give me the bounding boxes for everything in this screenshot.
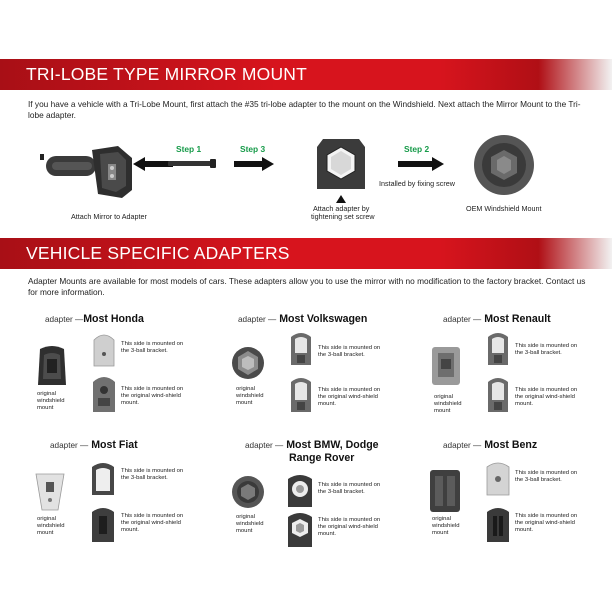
screw-image [168,159,218,169]
bmw-heading [245,439,379,452]
step2-label: Step 2 [404,144,430,154]
arrow-right-icon [398,157,444,171]
vw-title: Most Volkswagen [279,313,368,325]
adapter-label: adapter — [238,315,277,324]
renault-adapter-top-image [485,331,511,367]
oem-windshield-mount-image [473,134,535,196]
adapter-label: adapter — [50,441,89,450]
attach-mirror-caption: Attach Mirror to Adapter [71,212,147,221]
bmw-adapter-bottom-image [285,511,315,549]
tri-lobe-adapter-image [315,135,367,195]
fiat-adapter-top-image [89,461,117,497]
renault-original-mount-image [430,345,462,387]
adapter-label: adapter — [443,315,482,324]
fiat-bottom-note: This side is mounted on the original wind-shield mount. [121,513,184,533]
fiat-adapter-bottom-image [89,506,117,544]
benz-heading [443,439,537,452]
attach-adapter-caption-2: tightening set screw [311,212,375,221]
renault-original-caption: original windshield mount [434,394,462,414]
fiat-heading [50,439,138,452]
honda-title: Most Honda [83,313,144,325]
benz-original-caption: original windshield mount [432,516,460,536]
honda-original-mount-image [36,345,68,387]
honda-bottom-note: This side is mounted on the original wind-shield mount. [121,386,184,406]
vw-original-mount-image [230,345,266,381]
vw-top-note: This side is mounted on the 3-ball bracket. [318,345,381,358]
fiat-original-mount-image [34,472,66,512]
honda-original-caption: original windshield mount [37,391,65,411]
benz-bottom-note: This side is mounted on the original wind-shield mount. [515,513,578,533]
bmw-heading-line2: Range Rover [289,452,355,464]
adapter-label: adapter — [245,441,284,450]
step1-label: Step 1 [176,144,202,154]
mirror-mount-image [40,140,130,210]
tri-lobe-intro: If you have a vehicle with a Tri-Lobe Mount, first attach the #35 tri-lobe adapter to the mount on the Windshield. Next attach the Mirror Mount to the Tri-lobe adapter. [28,99,581,120]
honda-heading [45,313,144,326]
vehicle-adapters-intro: Adapter Mounts are available for most models of cars. These adapters allow you to use the mirror with no modification to the factory bracket. Contact us for more information. [28,276,586,297]
benz-title: Most Benz [484,439,538,451]
benz-original-mount-image [428,468,462,514]
renault-heading [443,313,551,326]
installed-caption: Installed by fixing screw [379,179,455,188]
honda-adapter-bottom-image [90,374,118,414]
benz-adapter-top-image [484,461,512,497]
oem-caption: OEM Windshield Mount [466,204,542,213]
adapter-label: adapter — [45,315,84,324]
benz-adapter-bottom-image [484,506,512,544]
attach-adapter-caption-1: Attach adapter by [313,204,370,213]
fiat-original-caption: original windshield mount [37,516,65,536]
adapter-label: adapter — [443,441,482,450]
section-banner-vehicle-adapters: VEHICLE SPECIFIC ADAPTERS [0,238,612,269]
bmw-original-caption: original windshield mount [236,514,264,534]
vw-original-caption: original windshield mount [236,386,264,406]
vw-bottom-note: This side is mounted on the original wind-shield mount. [318,387,381,407]
benz-top-note: This side is mounted on the 3-ball bracket. [515,470,578,483]
renault-adapter-bottom-image [485,376,511,414]
fiat-title: Most Fiat [91,439,138,451]
renault-bottom-note: This side is mounted on the original wind-shield mount. [515,387,578,407]
bmw-top-note: This side is mounted on the 3-ball bracket. [318,482,381,495]
honda-top-note: This side is mounted on the 3-ball bracket. [121,341,184,354]
vw-heading [238,313,367,326]
honda-adapter-top-image [91,332,117,368]
step3-label: Step 3 [240,144,266,154]
renault-title: Most Renault [484,313,551,325]
section-banner-tri-lobe: TRI-LOBE TYPE MIRROR MOUNT [0,59,612,90]
arrow-left-icon [133,157,173,171]
bmw-bottom-note: This side is mounted on the original wind-shield mount. [318,517,381,537]
bmw-original-mount-image [230,474,266,510]
fiat-top-note: This side is mounted on the 3-ball bracket. [121,468,184,481]
renault-top-note: This side is mounted on the 3-ball bracket. [515,343,578,356]
vw-adapter-top-image [288,331,314,367]
arrow-right-icon [234,157,274,171]
vw-adapter-bottom-image [288,376,314,414]
bmw-title-line1: Most BMW, Dodge [286,439,379,451]
bmw-adapter-top-image [285,473,315,509]
